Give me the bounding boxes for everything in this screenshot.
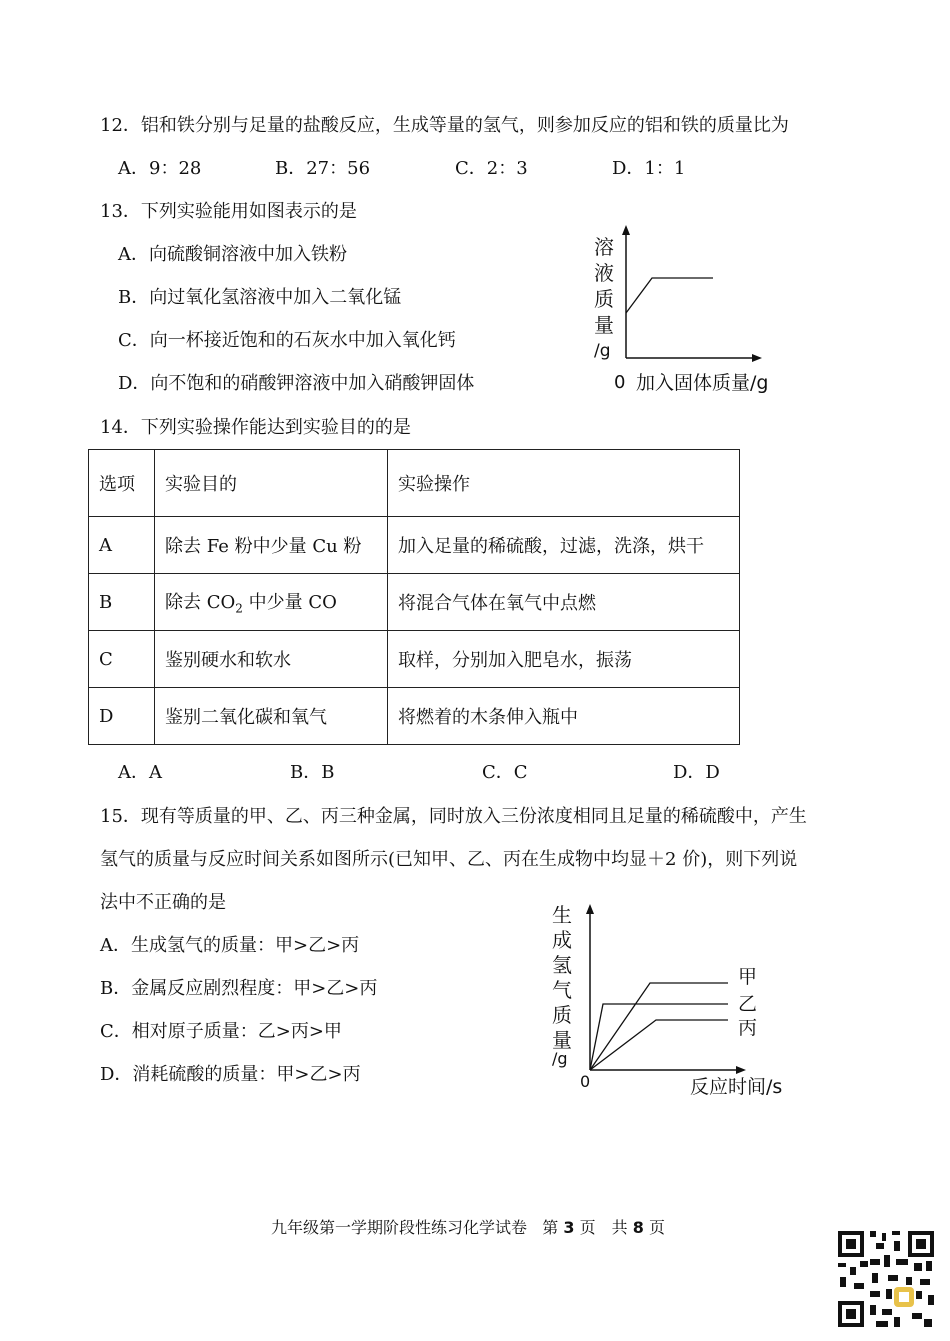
q15-legend-jia: 甲 <box>738 966 758 988</box>
table-row <box>89 574 740 631</box>
q13-option-c: C．向一杯接近饱和的石灰水中加入氧化钙 <box>118 330 456 351</box>
q15-ylabel-group <box>552 903 574 1053</box>
q13-ylabel-char: 液 <box>594 261 614 285</box>
q15-ylabel-char: 量 <box>552 1028 572 1052</box>
q15-stem-line1: 15．现有等质量的甲、乙、丙三种金属，同时放入三份浓度相同且足量的稀硫酸中，产生 <box>100 806 807 827</box>
table-cell-goal: 除去 Fe 粉中少量 Cu 粉 <box>155 517 388 574</box>
q15-origin: 0 <box>580 1072 591 1091</box>
table-cell-goal <box>155 574 388 631</box>
q15-legend-bing: 丙 <box>738 1017 758 1039</box>
q15-chart <box>540 895 770 1085</box>
table-cell-option: A <box>89 517 155 574</box>
q15-y-arrow <box>586 904 594 914</box>
q15-legend-yi: 乙 <box>738 993 758 1015</box>
q15-series-yi <box>590 1004 728 1070</box>
q14-option-c: C．C <box>482 762 528 783</box>
q12-option-d: D．1：1 <box>612 158 686 179</box>
table-header-goal: 实验目的 <box>155 450 388 517</box>
q13-option-b: B．向过氧化氢溶液中加入二氧化锰 <box>118 287 402 308</box>
q13-y-arrow <box>622 225 630 235</box>
goal-subscript: 2 <box>235 601 243 616</box>
q13-curve <box>626 278 713 313</box>
goal-text-post: 中少量 CO <box>242 592 337 614</box>
q14-table <box>88 449 740 745</box>
q13-stem: 13．下列实验能用如图表示的是 <box>100 201 357 222</box>
q13-x-arrow <box>752 354 762 362</box>
footer-page-suffix: 页 <box>648 1218 665 1237</box>
table-cell-option: C <box>89 631 155 688</box>
q14-option-d: D．D <box>673 762 720 783</box>
q15-series-jia <box>590 983 728 1070</box>
q12-option-a: A．9：28 <box>118 158 202 179</box>
q15-ylabel-char: 成 <box>552 928 572 952</box>
footer-page-prefix: 第 <box>542 1218 559 1237</box>
table-cell-goal: 鉴别二氧化碳和氧气 <box>155 688 388 745</box>
q12-stem: 12．铝和铁分别与足量的盐酸反应，生成等量的氢气，则参加反应的铝和铁的质量比为 <box>100 115 789 136</box>
q12-option-b: B．27：56 <box>275 158 371 179</box>
q15-ylabel-char: 氢 <box>552 953 572 977</box>
q15-stem-line2: 氢气的质量与反应时间关系如图所示(已知甲、乙、丙在生成物中均显＋2 价)，则下列说 <box>100 849 798 870</box>
q14-option-a: A．A <box>118 762 162 783</box>
q12-option-c: C．2：3 <box>455 158 528 179</box>
q15-series-bing <box>590 1020 728 1070</box>
q13-ylabel-group <box>594 234 616 338</box>
q13-x-label: 加入固体质量/g <box>636 372 769 394</box>
footer <box>271 1220 665 1236</box>
table-row <box>89 688 740 745</box>
table-cell-option: B <box>89 574 155 631</box>
q15-option-c: C．相对原子质量：乙>丙>甲 <box>100 1021 342 1042</box>
table-cell-operation: 将混合气体在氧气中点燃 <box>388 574 740 631</box>
table-header-row <box>89 450 740 517</box>
q15-y-unit: /g <box>552 1049 568 1068</box>
q15-x-arrow <box>736 1066 746 1074</box>
q14-stem: 14．下列实验操作能达到实验目的的是 <box>100 417 411 438</box>
footer-title: 九年级第一学期阶段性练习化学试卷 <box>271 1218 528 1237</box>
goal-text-pre: 除去 CO <box>165 592 236 614</box>
footer-page-total: 8 <box>632 1218 644 1237</box>
table-cell-operation: 将燃着的木条伸入瓶中 <box>388 688 740 745</box>
table-cell-operation: 取样，分别加入肥皂水，振荡 <box>388 631 740 688</box>
q13-option-d: D．向不饱和的硝酸钾溶液中加入硝酸钾固体 <box>118 373 475 394</box>
q15-ylabel-char: 气 <box>552 978 572 1002</box>
q15-option-a: A．生成氢气的质量：甲>乙>丙 <box>100 935 360 956</box>
q13-origin: 0 <box>614 372 626 393</box>
q15-option-b: B．金属反应剧烈程度：甲>乙>丙 <box>100 978 378 999</box>
footer-page-mid: 页 共 <box>579 1218 628 1237</box>
q13-ylabel-char: 溶 <box>594 235 614 259</box>
q13-ylabel-char: 量 <box>594 313 614 337</box>
q13-y-unit: /g <box>594 341 611 361</box>
table-header-option: 选项 <box>89 450 155 517</box>
table-cell-option: D <box>89 688 155 745</box>
table-cell-goal: 鉴别硬水和软水 <box>155 631 388 688</box>
table-row <box>89 631 740 688</box>
table-row <box>89 517 740 574</box>
q13-option-a: A．向硫酸铜溶液中加入铁粉 <box>118 244 347 265</box>
table-cell-operation: 加入足量的稀硫酸，过滤，洗涤，烘干 <box>388 517 740 574</box>
table-header-operation: 实验操作 <box>388 450 740 517</box>
q15-ylabel-char: 质 <box>552 1003 572 1027</box>
q15-ylabel-char: 生 <box>552 903 572 927</box>
q15-x-label: 反应时间/s <box>690 1076 783 1098</box>
q15-stem-line3: 法中不正确的是 <box>100 892 226 913</box>
footer-page-number: 3 <box>563 1218 575 1237</box>
qr-code-icon <box>836 1229 936 1329</box>
q15-option-d: D．消耗硫酸的质量：甲>乙>丙 <box>100 1064 361 1085</box>
q14-option-b: B．B <box>290 762 335 783</box>
q13-ylabel-char: 质 <box>594 287 614 311</box>
